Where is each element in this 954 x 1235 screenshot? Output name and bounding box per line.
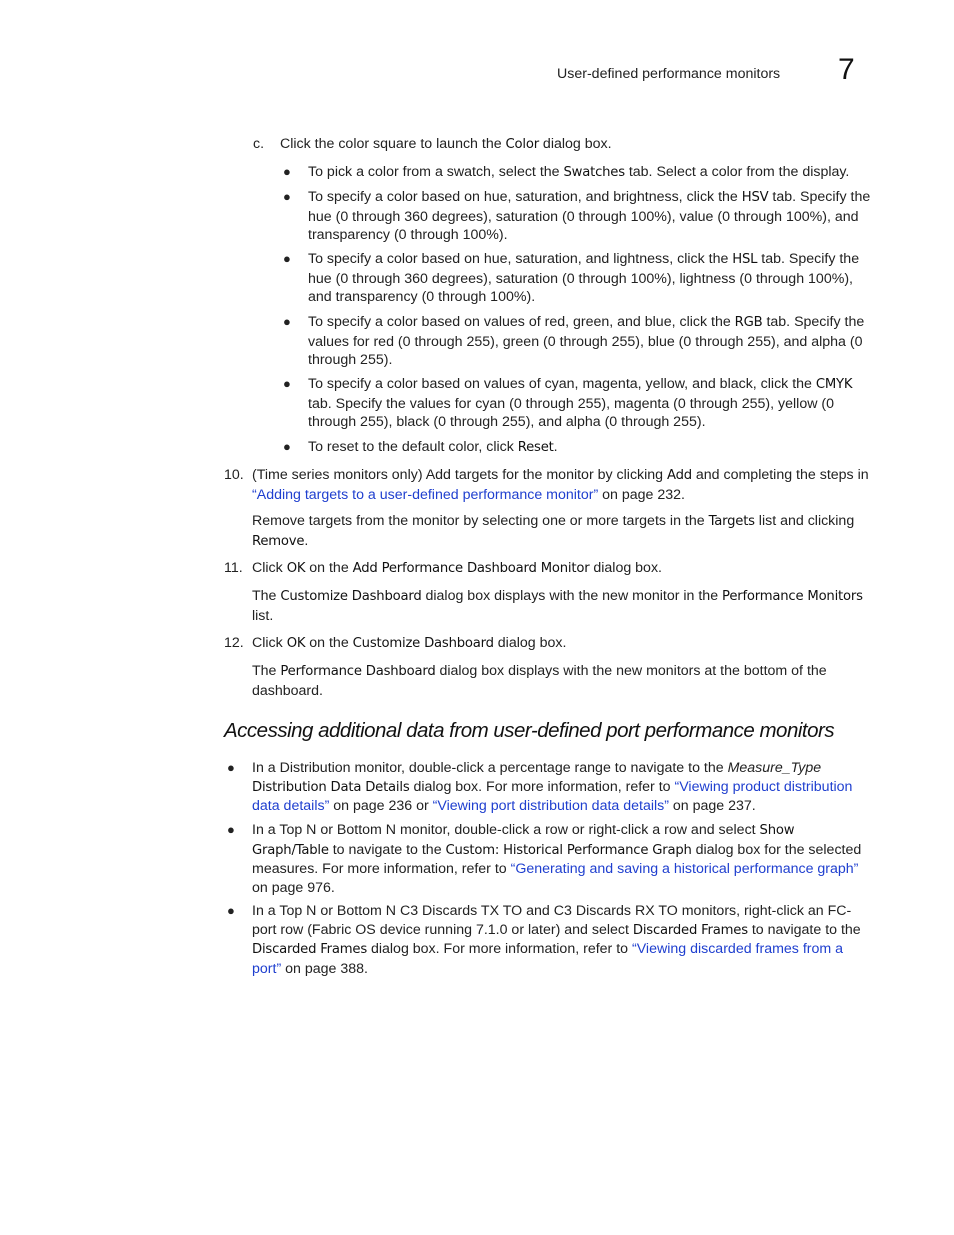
measure-type-text: Measure_Type <box>727 760 822 776</box>
ok-button-name: OK <box>286 561 306 576</box>
bullet-rgb: To specify a color based on values of red, green, and blue, click the RGB tab. Specify the values for red (0 through 255), green (0 through 255), blue (0 through 255), and alpha (0 through 255). <box>308 314 865 369</box>
rgb-tab-name: RGB <box>734 315 763 330</box>
bullet-dot: ● <box>283 314 291 329</box>
step-10-remove-text: Remove targets from the monitor by selecting one or more targets in the Targets list and clicking Remove. <box>252 513 855 549</box>
step-11-result-text: The Customize Dashboard dialog box displays with the new monitor in the Performance Monitors list. <box>252 588 863 624</box>
link-viewing-product-distribution[interactable]: “Viewing product distribution data details” <box>252 778 853 815</box>
swatches-tab-name: Swatches <box>563 165 625 180</box>
performance-dashboard-name: Performance Dashboard <box>280 664 436 679</box>
remove-button-name: Remove <box>252 533 305 549</box>
bullet-hsv: To specify a color based on hue, saturation, and brightness, click the HSV tab. Specify the hue (0 through 360 degrees), saturation (0 through 100%), value (0 through 100%), and transparency (0 through 100%). <box>308 189 871 244</box>
bullet-dot: ● <box>227 903 235 918</box>
bullet-hsl: To specify a color based on hue, saturation, and lightness, click the HSL tab. Specify the hue (0 through 360 degrees), saturation (0 through 100%), lightness (0 through 100%), and transparency (0 through 100%). <box>308 251 860 306</box>
link-generating-historical-graph[interactable]: “Generating and saving a historical performance graph” <box>510 861 859 878</box>
add-monitor-dialog-name: Add Performance Dashboard Monitor <box>352 561 590 576</box>
bullet-top-n: In a Top N or Bottom N monitor, double-click a row or right-click a row and select Show Graph/Table to navigate to the Custom: Historical Performance Graph dialog box for the selected measures. For more information, refer to “Generating and saving a historical performance graph” on page 976. <box>252 822 862 897</box>
bullet-dot: ● <box>227 760 235 775</box>
bullet-swatches: To pick a color from a swatch, select the Swatches tab. Select a color from the display. <box>308 164 850 180</box>
historical-graph-dialog-name: Custom: Historical Performance Graph <box>445 842 692 858</box>
running-header-title: User-defined performance monitors <box>557 66 781 82</box>
bullet-reset: To reset to the default color, click Reset. <box>308 439 558 455</box>
cmyk-tab-name: CMYK <box>815 377 853 392</box>
chapter-number: 7 <box>838 53 855 86</box>
step-c-text: Click the color square to launch the Color dialog box. <box>280 136 612 152</box>
add-button-name: Add <box>667 468 692 483</box>
reset-button-name: Reset <box>517 440 554 455</box>
performance-monitors-list-name: Performance Monitors <box>722 589 863 604</box>
bullet-dot: ● <box>227 822 235 837</box>
link-adding-targets[interactable]: “Adding targets to a user-defined performance monitor” <box>252 486 599 503</box>
bullet-dot: ● <box>283 376 291 391</box>
bullet-cmyk: To specify a color based on values of cyan, magenta, yellow, and black, click the CMYK tab. Specify the values for cyan (0 through 255), magenta (0 through 255), yellow (0 through 255), black (0 through 255), and alpha (0 through 255). <box>308 376 853 431</box>
step-c-label: c. <box>253 136 265 152</box>
customize-dashboard-name: Customize Dashboard <box>280 589 422 604</box>
step-12-text: Click OK on the Customize Dashboard dialog box. <box>252 635 567 651</box>
hsv-tab-name: HSV <box>741 190 769 205</box>
hsl-tab-name: HSL <box>732 252 758 267</box>
bullet-distribution: In a Distribution monitor, double-click a percentage range to navigate to the Measure_Type Distribution Data Details dialog box. For more information, refer to “Viewing product distribution data details” on page 236 or “Viewing port distribution data details” on page 237. <box>252 760 853 815</box>
bullet-dot: ● <box>283 164 291 179</box>
bullet-dot: ● <box>283 439 291 454</box>
link-viewing-port-distribution[interactable]: “Viewing port distribution data details” <box>432 798 669 815</box>
discarded-frames-dialog-name: Discarded Frames <box>252 942 368 958</box>
customize-dashboard-name: Customize Dashboard <box>352 636 494 651</box>
distribution-data-details-name: Distribution Data Details <box>252 779 410 795</box>
step-10-text: (Time series monitors only) Add targets for the monitor by clicking Add and completing the steps in “Adding targets to a user-defined performance monitor” on page 232. <box>252 467 869 503</box>
bullet-dot: ● <box>283 189 291 204</box>
step-12-result-text: The Performance Dashboard dialog box displays with the new monitors at the bottom of the dashboard. <box>252 663 827 699</box>
color-dialog-name: Color <box>505 137 539 152</box>
bullet-dot: ● <box>283 251 291 266</box>
link-viewing-discarded-frames[interactable]: “Viewing discarded frames from a port” <box>252 941 844 978</box>
show-graph-table-name: Show Graph/Table <box>252 823 795 858</box>
section-heading: Accessing additional data from user-defined port performance monitors <box>224 719 835 742</box>
step-11-text: Click OK on the Add Performance Dashboard Monitor dialog box. <box>252 560 662 576</box>
discarded-frames-menu-name: Discarded Frames <box>632 922 748 938</box>
targets-list-name: Targets <box>708 514 755 529</box>
step-11-label: 11. <box>224 560 243 576</box>
step-10-label: 10. <box>224 467 244 483</box>
bullet-c3-discards: In a Top N or Bottom N C3 Discards TX TO and C3 Discards RX TO monitors, right-click an FC-port row (Fabric OS device running 7.1.0 or later) and select Discarded Frames to navigate to the Discarded Frames dialog box. For more information, refer to “Viewing discarded frames from a port” on page 388. <box>252 903 861 978</box>
step-12-label: 12. <box>224 635 244 651</box>
ok-button-name: OK <box>286 636 306 651</box>
